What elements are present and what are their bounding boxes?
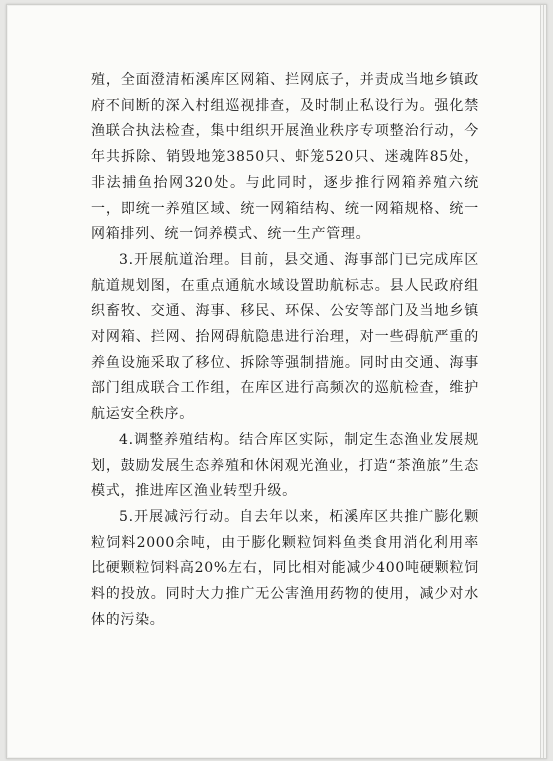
paragraph-continuation: 殖，全面澄清柘溪库区网箱、拦网底子，并责成当地乡镇政府不间断的深入村组巡视排查，及时制止私设行为。强化禁渔联合执法检查，集中组织开展渔业秩序专项整治行动，今年共拆除、销毁地笼3850只、虾笼520只、迷魂阵85处，非法捕鱼抬网320处。与此同时，逐步推行网箱养殖六统一，即统一养殖区域、统一网箱结构、统一网箱规格、统一网箱排列、统一饲养模式、统一生产管理。: [91, 72, 479, 243]
paragraph-pollution-reduction: 5.开展减污行动。自去年以来，柘溪库区共推广膨化颗粒饲料2000余吨，由于膨化颗粒饲料鱼类食用消化利用率比硬颗粒饲料高20%左右，同比相对能减少400吨硬颗粒饲料的投放。同时大力推广无公害渔用药物的使用，减少对水体的污染。: [91, 508, 479, 628]
page-edge-strip: [540, 5, 546, 758]
paragraph-aquaculture-structure: 4.调整养殖结构。结合库区实际，制定生态渔业发展规划，鼓励发展生态养殖和休闲观光渔业，打造“茶渔旅”生态模式，推进库区渔业转型升级。: [91, 431, 479, 500]
paragraph-navigation-governance: 3.开展航道治理。目前，县交通、海事部门已完成库区航道规划图，在重点通航水域设置助航标志。县人民政府组织畜牧、交通、海事、移民、环保、公安等部门及当地乡镇对网箱、拦网、抬网碍航隐患进行治理，对一些碍航严重的养鱼设施采取了移位、拆除等强制措施。同时由交通、海事部门组成联合工作组，在库区进行高频次的巡航检查，维护航运安全秩序。: [91, 251, 479, 423]
document-body: [91, 68, 479, 633]
document-page: [6, 4, 547, 759]
